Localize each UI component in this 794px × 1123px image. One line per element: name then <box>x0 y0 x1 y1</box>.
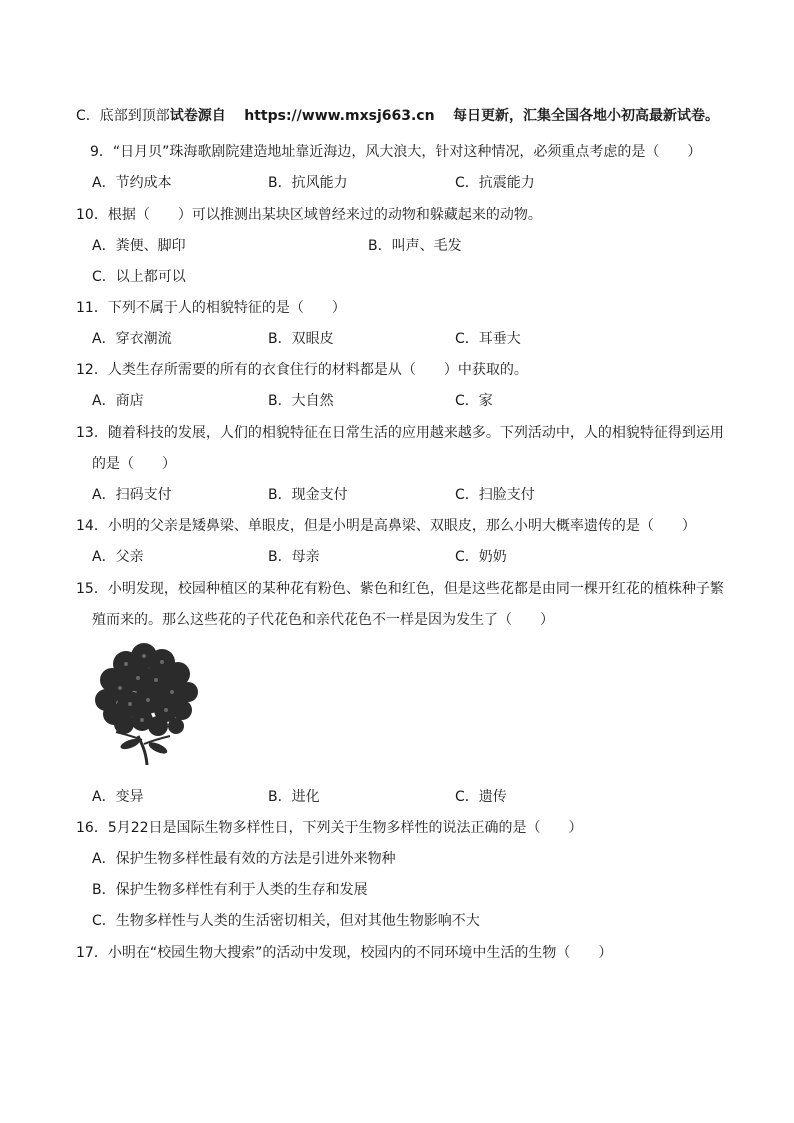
q10-option-a[interactable]: A．粪便、脚印 <box>92 238 186 254</box>
question-14: 14．小明的父亲是矮鼻梁、单眼皮，但是小明是高鼻梁、双眼皮，那么小明大概率遗传的是（ ） <box>76 518 696 534</box>
q12-option-a[interactable]: A．商店 <box>92 393 144 409</box>
header-tagline: 每日更新，汇集全国各地小初高最新试卷。 <box>453 108 719 124</box>
question-16: 16．5月22日是国际生物多样性日，下列关于生物多样性的说法正确的是（ ） <box>76 820 583 836</box>
header-line <box>76 106 719 126</box>
flower-bush-image <box>92 640 202 765</box>
q16-option-c[interactable]: C．生物多样性与人类的生活密切相关，但对其他生物影响不大 <box>92 913 480 929</box>
question-13-continued: 的是（ ） <box>92 456 176 472</box>
q10-option-c[interactable]: C．以上都可以 <box>92 269 186 285</box>
q12-option-b[interactable]: B．大自然 <box>268 393 334 409</box>
question-17: 17．小明在“校园生物大搜索”的活动中发现，校园内的不同环境中生活的生物（ ） <box>76 945 613 961</box>
q13-option-a[interactable]: A．扫码支付 <box>92 487 172 503</box>
q11-option-c[interactable]: C．耳垂大 <box>455 331 521 347</box>
question-13: 13．随着科技的发展，人们的相貌特征在日常生活的应用越来越多。下列活动中，人的相貌特征得到运用 <box>76 425 724 441</box>
question-11: 11．下列不属于人的相貌特征的是（ ） <box>76 300 346 316</box>
question-10: 10．根据（ ）可以推测出某块区域曾经来过的动物和躲藏起来的动物。 <box>76 207 542 223</box>
q16-option-a[interactable]: A．保护生物多样性最有效的方法是引进外来物种 <box>92 851 396 867</box>
q16-option-b[interactable]: B．保护生物多样性有利于人类的生存和发展 <box>92 882 368 898</box>
q11-option-a[interactable]: A．穿衣潮流 <box>92 331 172 347</box>
q9-option-c[interactable]: C．抗震能力 <box>455 175 535 191</box>
q12-option-c[interactable]: C．家 <box>455 393 493 409</box>
q15-option-a[interactable]: A．变异 <box>92 789 144 805</box>
question-9: 9．“日月贝”珠海歌剧院建造地址靠近海边，风大浪大，针对这种情况，必须重点考虑的是（ ） <box>90 144 702 160</box>
q15-option-c[interactable]: C．遗传 <box>455 789 507 805</box>
question-15: 15．小明发现，校园种植区的某种花有粉色、紫色和红色，但是这些花都是由同一棵开红花的植株种子繁 <box>76 581 724 597</box>
q11-option-b[interactable]: B．双眼皮 <box>268 331 334 347</box>
q14-option-c[interactable]: C．奶奶 <box>455 549 507 565</box>
q14-option-b[interactable]: B．母亲 <box>268 549 320 565</box>
question-15-continued: 殖而来的。那么这些花的子代花色和亲代花色不一样是因为发生了（ ） <box>92 612 554 628</box>
q15-option-b[interactable]: B．进化 <box>268 789 320 805</box>
q9-option-a[interactable]: A．节约成本 <box>92 175 172 191</box>
q10-option-b[interactable]: B．叫声、毛发 <box>368 238 462 254</box>
header-source-label: 试卷源自 <box>169 108 226 124</box>
q13-option-c[interactable]: C．扫脸支付 <box>455 487 535 503</box>
question-12: 12．人类生存所需要的所有的衣食住行的材料都是从（ ）中获取的。 <box>76 362 528 378</box>
header-prefix: C．底部到顶部 <box>76 108 170 124</box>
q13-option-b[interactable]: B．现金支付 <box>268 487 348 503</box>
q14-option-a[interactable]: A．父亲 <box>92 549 144 565</box>
header-url[interactable]: https://www.mxsj663.cn <box>244 108 435 124</box>
q9-option-b[interactable]: B．抗风能力 <box>268 175 348 191</box>
